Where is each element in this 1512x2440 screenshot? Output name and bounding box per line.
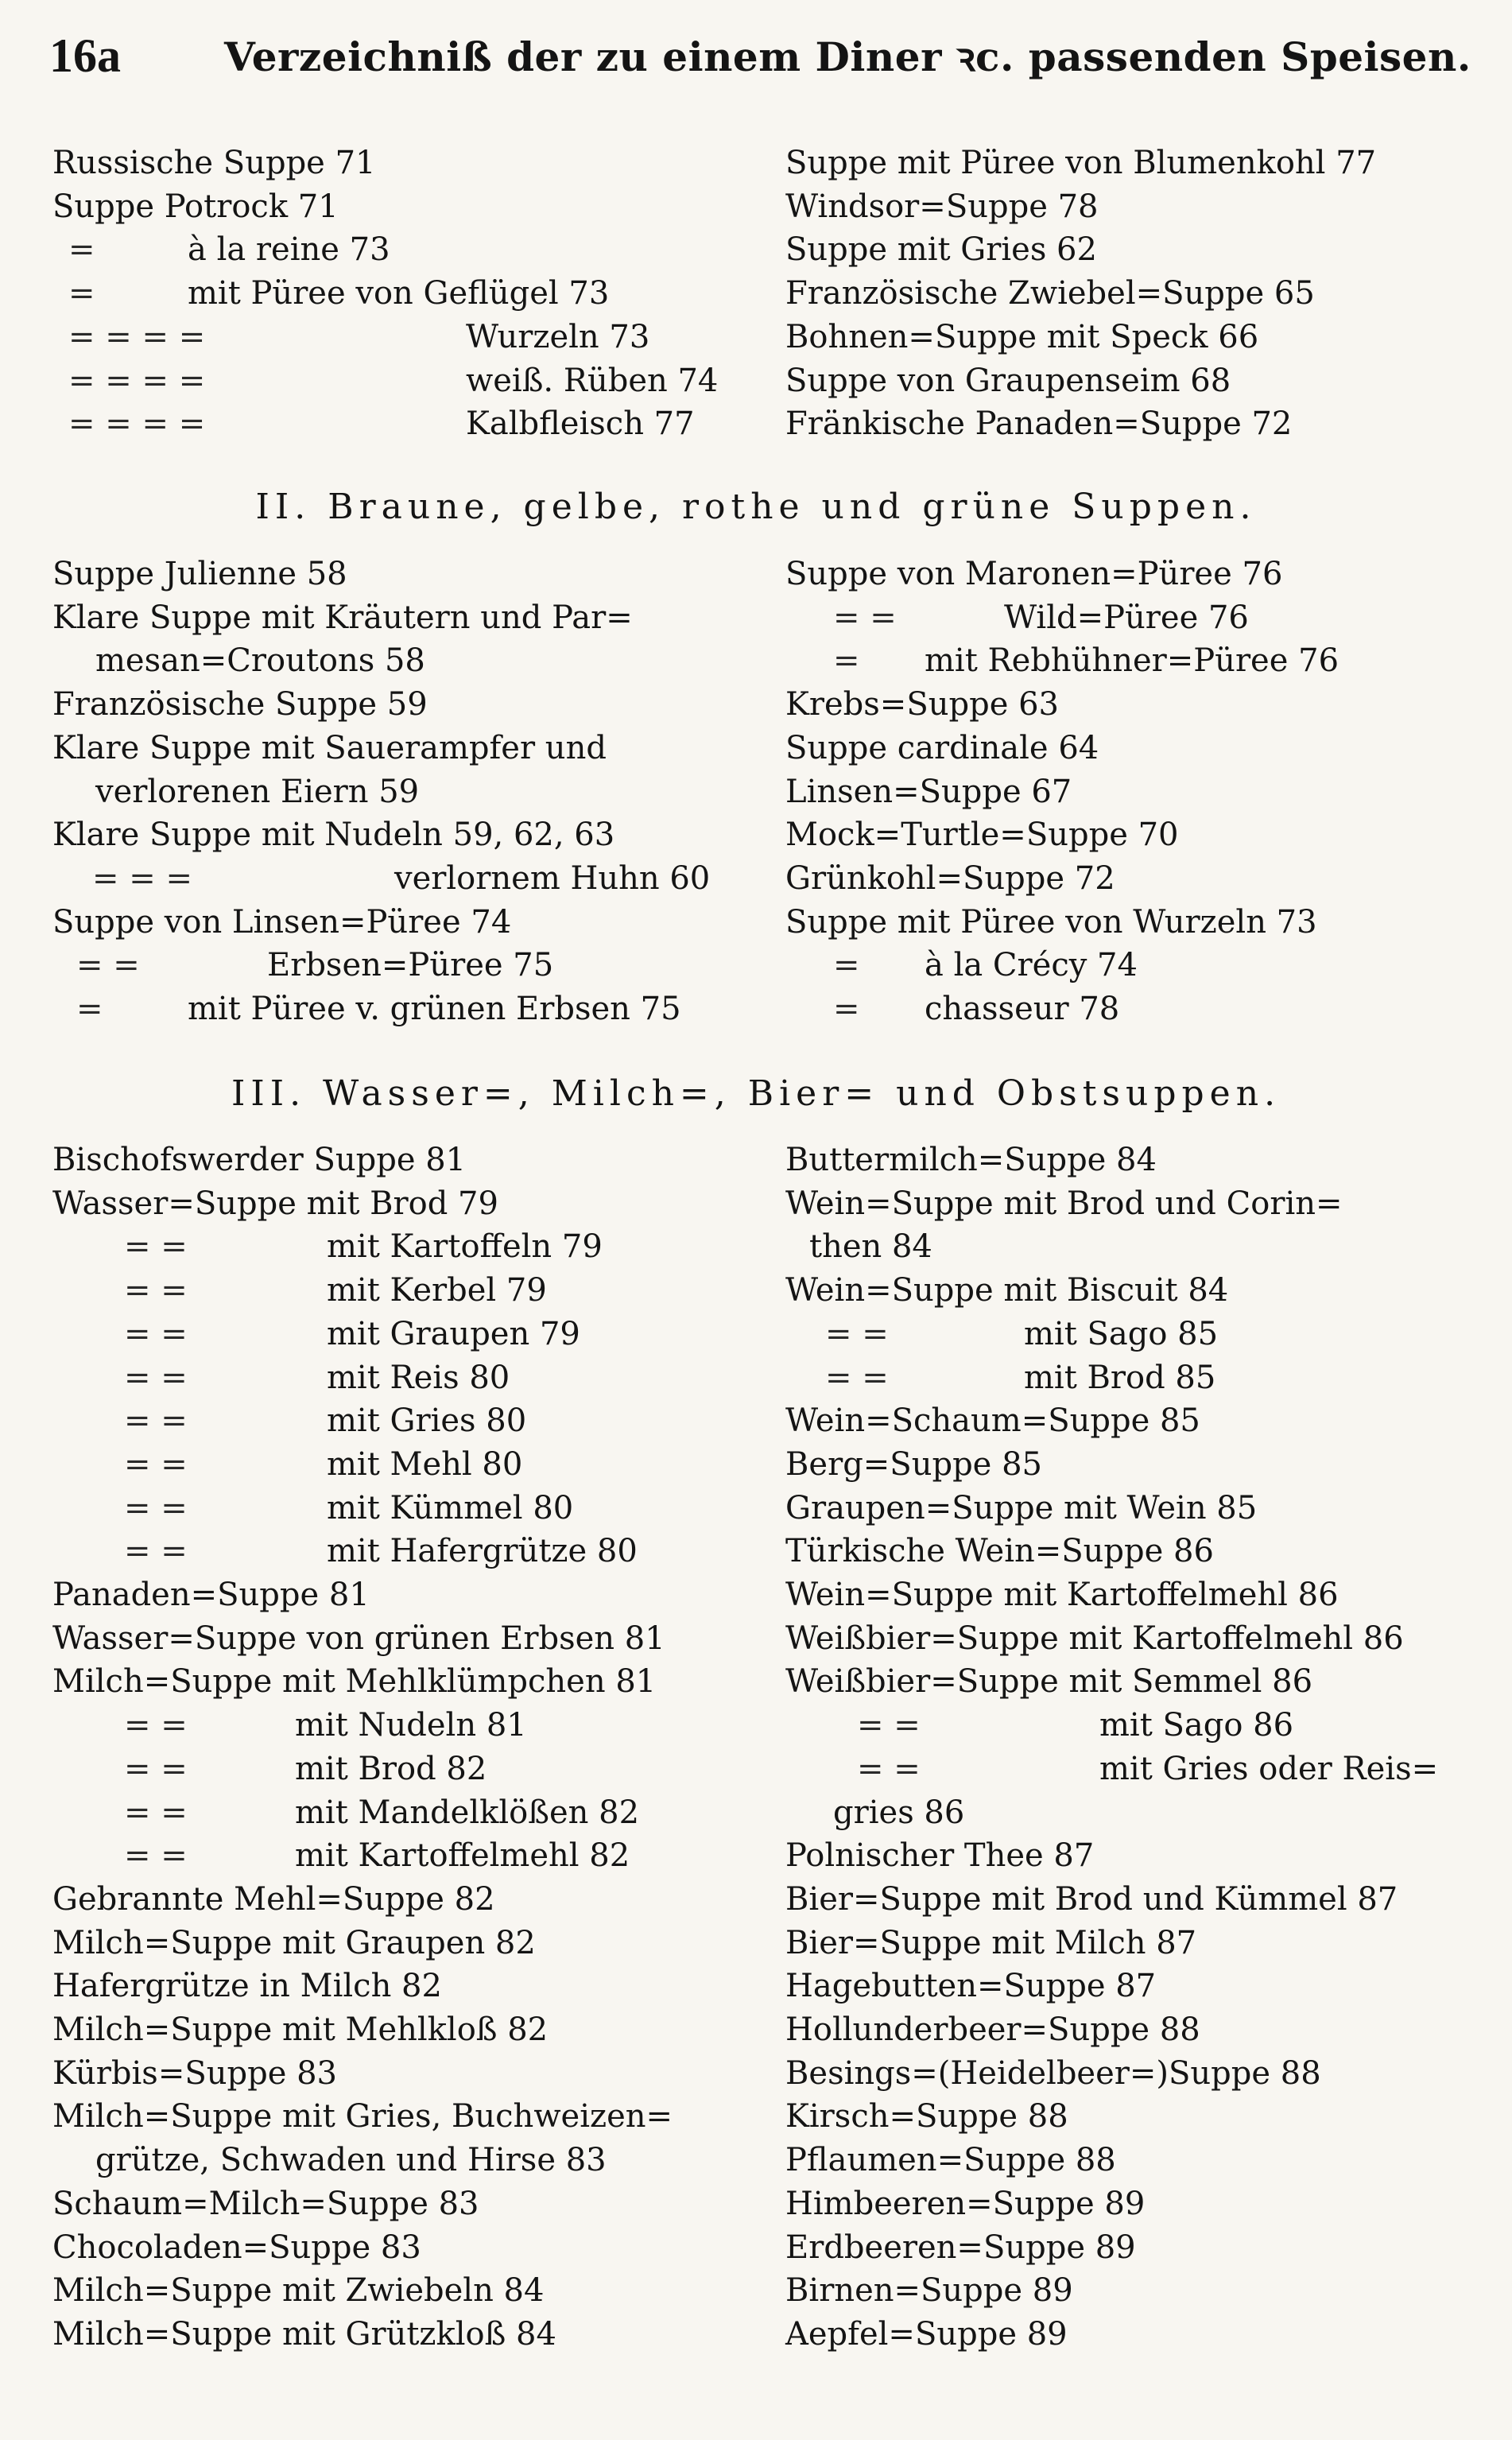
list-item: = = = = weiß. Rüben 74	[68, 362, 719, 399]
list-item: = = mit Sago 85	[825, 1315, 1219, 1352]
list-item: Fränkische Panaden=Suppe 72	[785, 405, 1293, 443]
list-item: = = mit Hafergrütze 80	[124, 1533, 638, 1570]
list-item: = mit Rebhühner=Püree 76	[833, 642, 1339, 680]
list-item: = à la reine 73	[68, 231, 390, 269]
list-item: = = mit Brod 85	[825, 1359, 1216, 1396]
list-item: = = mit Reis 80	[124, 1359, 510, 1396]
list-item: Polnischer Thee 87	[785, 1837, 1095, 1875]
list-item: Französische Zwiebel=Suppe 65	[785, 275, 1315, 312]
list-item: Bier=Suppe mit Milch 87	[785, 1924, 1197, 1961]
list-item: Suppe von Maronen=Püree 76	[785, 556, 1283, 592]
list-item: Kirsch=Suppe 88	[785, 2098, 1068, 2135]
list-item: = = mit Brod 82	[124, 1750, 487, 1787]
section-1-left-column	[52, 142, 752, 446]
list-item: Suppe cardinale 64	[785, 729, 1099, 766]
list-item: = = mit Kerbel 79	[124, 1272, 547, 1309]
list-item: = = Erbsen=Püree 75	[76, 947, 554, 984]
section-2-right-column	[785, 553, 1485, 1031]
list-item: Mock=Turtle=Suppe 70	[785, 817, 1179, 854]
list-item: Linsen=Suppe 67	[785, 773, 1072, 810]
list-item: Wasser=Suppe mit Brod 79	[52, 1185, 498, 1222]
list-item: = = mit Kartoffelmehl 82	[124, 1837, 630, 1875]
list-item: Aepfel=Suppe 89	[785, 2315, 1068, 2353]
list-item: Pflaumen=Suppe 88	[785, 2142, 1116, 2179]
list-item: Klare Suppe mit Nudeln 59, 62, 63	[52, 817, 615, 854]
list-item: Milch=Suppe mit Gries, Buchweizen= grütze, Schwaden und Hirse 83	[52, 2098, 673, 2179]
list-item: Suppe Potrock 71	[52, 188, 339, 225]
list-item: Russische Suppe 71	[52, 145, 376, 181]
list-item: Türkische Wein=Suppe 86	[785, 1533, 1214, 1570]
list-item: Suppe mit Gries 62	[785, 231, 1097, 269]
list-item: Schaum=Milch=Suppe 83	[52, 2185, 479, 2222]
page-number: 16a	[49, 29, 121, 82]
list-item: Besings=(Heidelbeer=)Suppe 88	[785, 2054, 1321, 2092]
list-item: Birnen=Suppe 89	[785, 2272, 1073, 2310]
section-2-left-column	[52, 553, 752, 1031]
list-item: Klare Suppe mit Sauerampfer und verlorenen Eiern 59	[52, 729, 607, 810]
list-item: = = mit Nudeln 81	[124, 1707, 527, 1744]
running-title: Verzeichniß der zu einem Diner ꝛc. passenden Speisen.	[224, 33, 1471, 80]
list-item: Suppe von Graupenseim 68	[785, 362, 1231, 399]
list-item: Wein=Suppe mit Kartoffelmehl 86	[785, 1577, 1339, 1614]
list-item: Krebs=Suppe 63	[785, 686, 1059, 723]
list-item: = = = = Kalbfleisch 77	[68, 405, 695, 443]
list-item: Suppe mit Püree von Blumenkohl 77	[785, 145, 1377, 181]
list-item: Milch=Suppe mit Mehlkloß 82	[52, 2011, 549, 2049]
list-item: Berg=Suppe 85	[785, 1445, 1042, 1483]
list-item: Bohnen=Suppe mit Speck 66	[785, 318, 1259, 355]
list-item: Buttermilch=Suppe 84	[785, 1142, 1157, 1178]
section-3-right-column	[785, 1139, 1485, 2357]
list-item: Weißbier=Suppe mit Semmel 86	[785, 1663, 1313, 1701]
section-1-right-column	[785, 142, 1485, 446]
list-item: = = mit Gries oder Reis= gries 86	[833, 1750, 1439, 1831]
list-item: Milch=Suppe mit Mehlklümpchen 81	[52, 1663, 657, 1701]
list-item: Wein=Suppe mit Brod und Corin= then 84	[785, 1185, 1343, 1266]
list-item: = mit Püree v. grünen Erbsen 75	[76, 991, 681, 1028]
list-item: = = = = Wurzeln 73	[68, 318, 650, 355]
list-item: = = mit Sago 86	[857, 1707, 1294, 1744]
list-item: Kürbis=Suppe 83	[52, 2054, 337, 2092]
list-item: = = mit Mandelklößen 82	[124, 1794, 640, 1831]
list-item: = = mit Kartoffeln 79	[124, 1228, 603, 1266]
list-item: Hollunderbeer=Suppe 88	[785, 2011, 1200, 2049]
list-item: Gebrannte Mehl=Suppe 82	[52, 1880, 495, 1918]
list-item: Suppe Julienne 58	[52, 556, 347, 592]
list-item: = = mit Gries 80	[124, 1402, 527, 1440]
section-3-heading: III. Wasser=, Milch=, Bier= und Obstsuppen.	[231, 1073, 1281, 1114]
list-item: = chasseur 78	[833, 991, 1120, 1028]
list-item: Milch=Suppe mit Zwiebeln 84	[52, 2272, 545, 2310]
list-item: = = mit Mehl 80	[124, 1445, 523, 1483]
list-item: Windsor=Suppe 78	[785, 188, 1099, 225]
list-item: Wasser=Suppe von grünen Erbsen 81	[52, 1620, 665, 1657]
list-item: Französische Suppe 59	[52, 686, 428, 723]
list-item: Bischofswerder Suppe 81	[52, 1142, 467, 1178]
list-item: Hagebutten=Suppe 87	[785, 1968, 1157, 2005]
list-item: = mit Püree von Geflügel 73	[68, 275, 610, 312]
list-item: Bier=Suppe mit Brod und Kümmel 87	[785, 1880, 1398, 1918]
list-item: Wein=Schaum=Suppe 85	[785, 1402, 1200, 1440]
list-item: Suppe von Linsen=Püree 74	[52, 903, 512, 941]
list-item: Himbeeren=Suppe 89	[785, 2185, 1146, 2222]
list-item: Milch=Suppe mit Grützkloß 84	[52, 2315, 556, 2353]
list-item: Suppe mit Püree von Wurzeln 73	[785, 903, 1317, 941]
list-item: Panaden=Suppe 81	[52, 1577, 370, 1614]
list-item: = = mit Graupen 79	[124, 1315, 580, 1352]
list-item: Weißbier=Suppe mit Kartoffelmehl 86	[785, 1620, 1404, 1657]
list-item: Hafergrütze in Milch 82	[52, 1968, 442, 2005]
section-3-left-column	[52, 1139, 752, 2357]
list-item: Milch=Suppe mit Graupen 82	[52, 1924, 536, 1961]
list-item: = = mit Kümmel 80	[124, 1489, 574, 1526]
list-item: = = = verlornem Huhn 60	[92, 859, 711, 897]
list-item: Graupen=Suppe mit Wein 85	[785, 1489, 1258, 1526]
list-item: Wein=Suppe mit Biscuit 84	[785, 1272, 1229, 1309]
list-item: Klare Suppe mit Kräutern und Par= mesan=Croutons 58	[52, 599, 633, 680]
list-item: Grünkohl=Suppe 72	[785, 859, 1115, 897]
list-item: = = Wild=Püree 76	[833, 599, 1249, 636]
list-item: = à la Crécy 74	[833, 947, 1138, 984]
list-item: Erdbeeren=Suppe 89	[785, 2229, 1136, 2266]
section-2-heading: II. Braune, gelbe, rothe und grüne Suppen.	[255, 487, 1257, 527]
list-item: Chocoladen=Suppe 83	[52, 2229, 421, 2266]
